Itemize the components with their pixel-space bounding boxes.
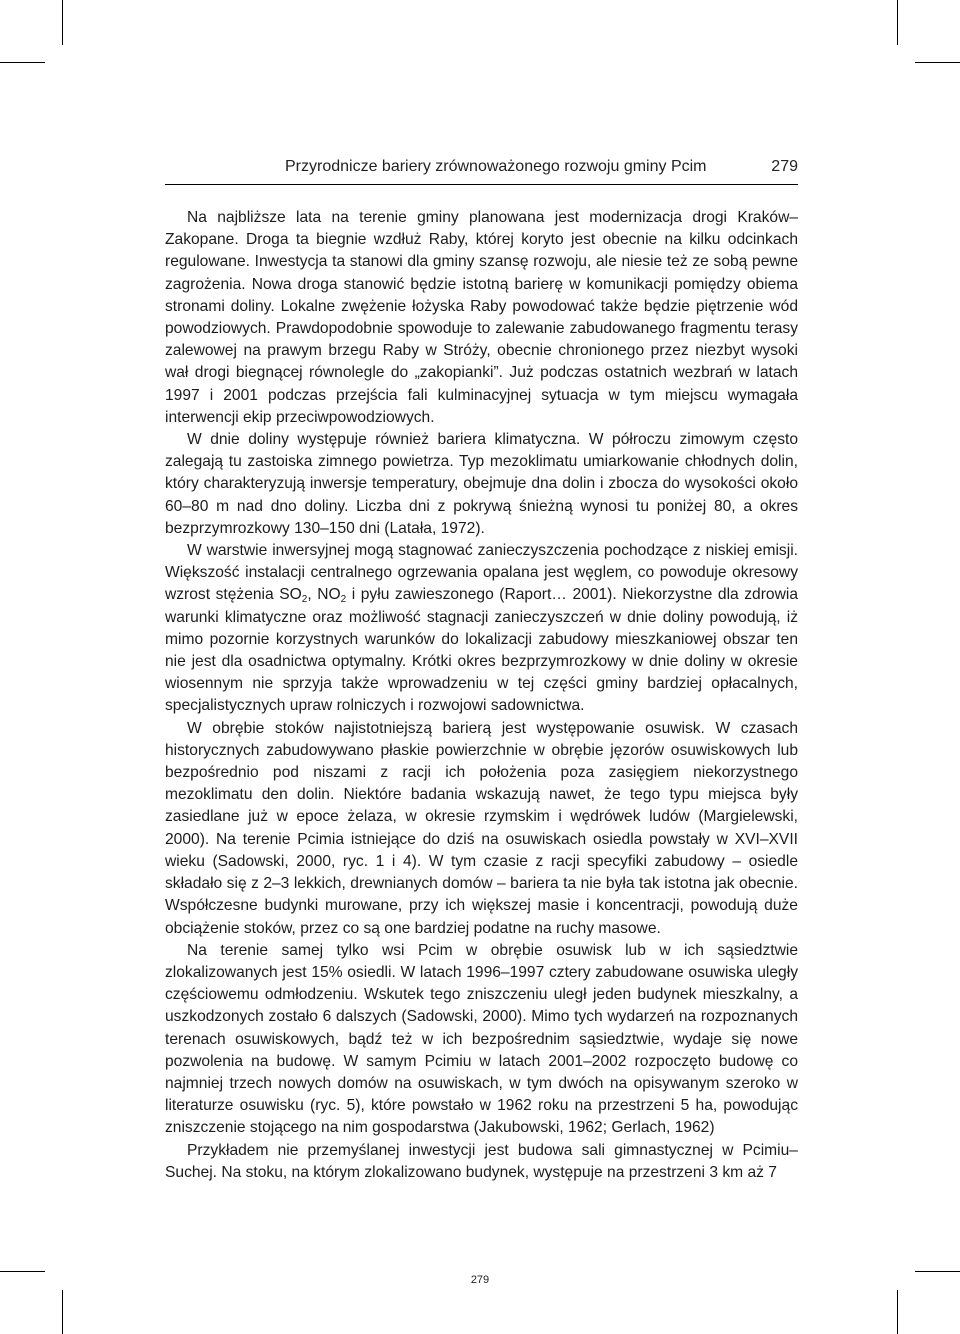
crop-mark-top-left-vertical	[62, 0, 63, 45]
paragraph-5: Na terenie samej tylko wsi Pcim w obrębie osuwisk lub w ich sąsiedztwie zlokalizowanych jest 15% osiedli. W latach 1996–1997 cztery zabudowane osuwiska uległy częściowemu odmłodzeniu. Wskutek tego zniszczeniu uległ jeden budynek mieszkalny, a uszkodzonych zostało 6 dalszych (Sadowski, 2000). Mimo tych wydarzeń na rozpoznanych terenach osuwiskowych, bądź też w ich bezpośrednim sąsiedztwie, wydaje się nowe pozwolenia na budowę. W samym Pcimiu w latach 2001–2002 rozpoczęto budowę co najmniej trzech nowych domów na osuwiskach, w tym dwóch na opisywanym szeroko w literaturze osuwisku (ryc. 5), które powstało w 1962 roku na przestrzeni 5 ha, powodując zniszczenie stojącego na nim gospodarstwa (Jakubowski, 1962; Gerlach, 1962)	[165, 941, 798, 1137]
crop-mark-top-left-horizontal	[0, 62, 45, 63]
crop-mark-bottom-right-horizontal	[915, 1271, 960, 1272]
paragraph-3	[165, 540, 798, 718]
paragraph-4: W obrębie stoków najistotniejszą barierą jest występowanie osuwisk. W czasach historycznych zabudowywano płaskie powierzchnie w obrębie jęzorów osuwiskowych lub bezpośrednio pod niszami z racji ich położenia poza zasięgiem niekorzystnego mezoklimatu den dolin. Niektóre badania wskazują nawet, że tego typu miejsca były zasiedlane już w epoce żelaza, w okresie rzymskim i wędrówek ludów (Margielewski, 2000). Na terenie Pcimia istniejące do dziś na osuwiskach osiedla powstały w XVI–XVII wieku (Sadowski, 2000, ryc. 1 i 4). W tym czasie z racji specyfiki zabudowy – osiedle składało się z 2–3 lekkich, drewnianych domów – bariera ta nie była tak istotna jak obecnie. Współczesne budynki murowane, przy ich większej masie i koncentracji, powodują duże obciążenie stoków, przez co są one bardziej podatne na ruchy masowe.	[165, 719, 798, 937]
paragraph-3-text-mid: , NO	[307, 586, 341, 604]
crop-mark-top-right-horizontal	[915, 62, 960, 63]
paragraph-3-text-after: i pyłu zawieszonego (Raport… 2001). Niekorzystne dla zdrowia warunki klimatyczne oraz możliwość stagnacji zanieczyszczeń w dnie doliny powodują, iż mimo pozornie korzystnych warunków do lokalizacji zabudowy mieszkaniowej obszar ten nie jest dla osadnictwa optymalny. Krótki okres bezprzymrozkowy w dnie doliny w okresie wiosennym nie sprzyja także wprowadzeniu w tej części gminy bardziej opłacalnych, specjalistycznych upraw rolniczych i rozwojowi sadownictwa.	[165, 586, 798, 715]
crop-mark-bottom-left-vertical	[62, 1290, 63, 1334]
so2-subscript: 2	[301, 594, 308, 606]
crop-mark-bottom-right-vertical	[897, 1290, 898, 1334]
header-rule	[165, 184, 798, 185]
body-text	[165, 207, 798, 1184]
paragraph-1: Na najbliższe lata na terenie gminy planowana jest modernizacja drogi Kraków–Zakopane. Droga ta biegnie wzdłuż Raby, której koryto jest obecnie na kilku odcinkach regulowane. Inwestycja ta stanowi dla gminy szansę rozwoju, ale niesie też ze sobą pewne zagrożenia. Nowa droga stanowić będzie istotną barierę w komunikacji pomiędzy obiema stronami doliny. Lokalne zwężenie łożyska Raby powodować także będzie piętrzenie wód powodziowych. Prawdopodobnie spowoduje to zalewanie zabudowanego fragmentu terasy zalewowej na prawym brzegu Raby w Stróży, obecnie chronionego przez niezbyt wysoki wał drogi biegnącej równolegle do „zakopianki”. Już podczas ostatnich wezbrań w latach 1997 i 2001 podczas przejścia fali kulminacyjnej sytuacja w tym miejscu wymagała interwencji ekip przeciwpowodziowych.	[165, 209, 798, 426]
crop-mark-top-right-vertical	[897, 0, 898, 45]
running-header-title: Przyrodnicze bariery zrównoważonego rozwoju gminy Pcim	[285, 158, 707, 175]
paragraph-6: Przykładem nie przemyślanej inwestycji jest budowa sali gimnastycznej w Pcimiu–Suchej. Na stoku, na którym zlokalizowano budynek, występuje na przestrzeni 3 km aż 7	[165, 1141, 798, 1181]
paragraph-3-text-before: W warstwie inwersyjnej mogą stagnować zanieczyszczenia pochodzące z niskiej emisji. Większość instalacji centralnego ogrzewania opalana jest węglem, co powoduje okresowy wzrost stężenia SO	[165, 542, 798, 604]
paragraph-2: W dnie doliny występuje również bariera klimatyczna. W półroczu zimowym często zalegają tu zastoiska zimnego powietrza. Typ mezoklimatu umiarkowanie chłodnych dolin, który charakteryzują inwersje temperatury, obejmuje dna dolin i zbocza do wysokości około 60–80 m nad dno doliny. Liczba dni z pokrywą śnieżną wynosi tu poniżej 80, a okres bezprzymrozkowy 130–150 dni (Latała, 1972).	[165, 431, 798, 537]
footer-page-number: 279	[470, 1274, 490, 1286]
crop-mark-bottom-left-horizontal	[0, 1271, 45, 1272]
no2-subscript: 2	[340, 594, 347, 606]
running-header-page-number: 279	[771, 158, 798, 175]
